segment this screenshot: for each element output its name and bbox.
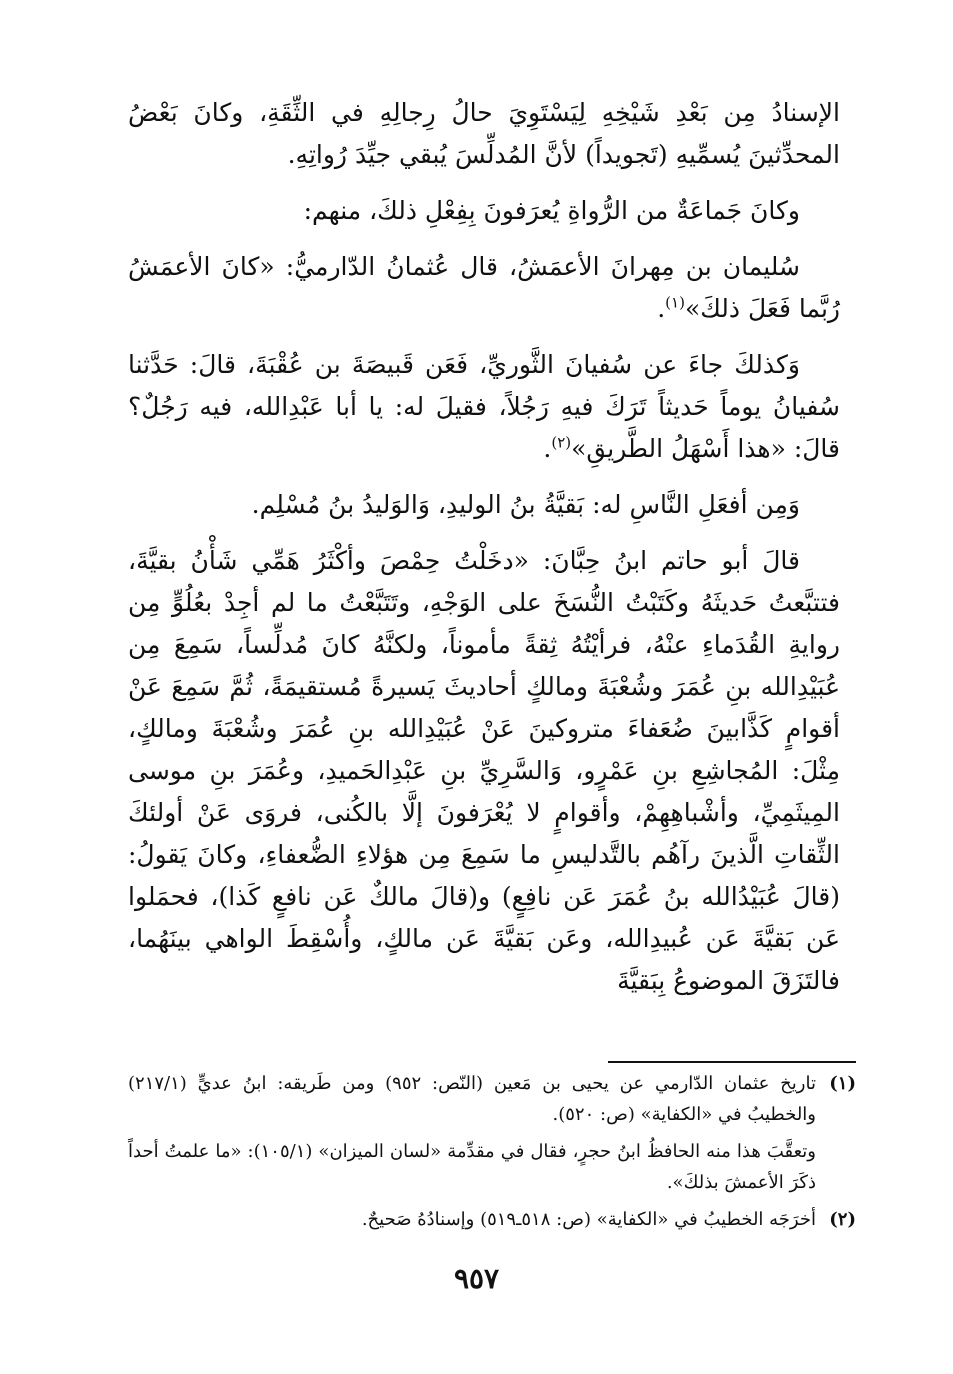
paragraph-1-text: الإسنادُ مِن بَعْدِ شَيْخِهِ لِيَسْتَوِيَ حالُ رِجالِهِ في الثِّقَةِ، وكانَ بَعْضُ المحدِّثينَ يُسمِّيهِ (تَجويداً) لأنَّ المُدلِّسَ يُبقي جيِّدَ رُواتِهِ.: [128, 98, 840, 169]
footnote-ref-2: (٢): [551, 433, 572, 452]
footnote-1-text: تاريخ عثمان الدّارمي عن يحيى بن مَعين (النّص: ٩٥٢) ومن طَريقه: ابنُ عديٍّ (٢١٧/١) والخطيبُ في «الكفاية» (ص: ٥٢٠).: [128, 1073, 816, 1125]
footnote-ref-1: (١): [665, 293, 685, 312]
footnote-separator: [608, 1061, 856, 1063]
footnote-2: [128, 1204, 856, 1235]
paragraph-3-tail: .: [657, 294, 666, 323]
paragraph-2-text: وكانَ جَماعَةٌ من الرُّواةِ يُعرَفونَ بِفِعْلِ ذلكَ، منهم:: [303, 196, 800, 225]
paragraph-6-text: قالَ أبو حاتم ابنُ حِبَّانَ: «دخَلْتُ حِمْصَ وأكْثَرُ هَمِّي شَأْنُ بقيَّةَ، فتتبَّعتُ حَديثَهُ وكَتَبْتُ النُّسَخَ على الوَجْهِ، وتَتَبَّعْتُ ما لم أجِدْ بعُلُوٍّ مِن روايةِ القُدَماءِ عنْهُ، فرأيْتُهُ ثِقةً مأموناً، ولكنَّهُ كانَ مُدلِّساً، سَمِعَ مِن عُبَيْدِالله بنِ عُمَرَ وشُعْبَةَ ومالكٍ أحاديثَ يَسيرةً مُستقيمَةً، ثُمَّ سَمِعَ عَنْ أقوامٍ كَذَّابينَ ضُعَفاءَ متروكينَ عَنْ عُبَيْدِالله بنِ عُمَرَ وشُعْبَةَ ومالكٍ، مِثْلَ: المُجاشِعِ بنِ عَمْرٍو، وَالسَّرِيِّ بنِ عَبْدِالحَميدِ، وعُمَرَ بنِ موسى المِيثَمِيِّ، وأشْباهِهِمْ، وأقوامٍ لا يُعْرَفونَ إلَّا بالكُنى، فروَى عَنْ أولئكَ الثِّقاتِ الَّذينَ رآهُم بالتَّدليسِ ما سَمِعَ مِن هؤلاءِ الضُّعفاءِ، وكانَ يَقولُ: (قالَ عُبَيْدُالله بنُ عُمَرَ عَن نافِعٍ) و(قالَ مالكٌ عَن نافعٍ كَذا)، فحمَلوا عَن بَقيَّةَ عَن عُبيدِالله، وعَن بَقيَّةَ عَن مالكٍ، وأُسْقِطَ الواهي بينَهُما، فالتَزَقَ الموضوعُ بِبَقيَّةَ: [128, 546, 840, 995]
paragraph-4: [128, 344, 840, 470]
paragraph-3: [128, 246, 840, 330]
footnotes: [128, 1068, 856, 1241]
paragraph-5: [128, 484, 840, 526]
footnote-2-text: أخرَجَه الخطيبُ في «الكفاية» (ص: ٥١٨ـ٥١٩) وإسنادُهُ صَحيحٌ.: [361, 1209, 816, 1230]
footnote-2-number: (٢): [829, 1209, 856, 1230]
footnote-1-number: (١): [829, 1073, 856, 1094]
paragraph-1: [128, 92, 840, 176]
footnote-1-continuation: وتعقَّبَ هذا منه الحافظُ ابنُ حجرٍ، فقال في مقدِّمة «لسان الميزان» (١٠٥/١): «ما علمتُ أحداً ذكَرَ الأعمشَ بذلكَ».: [128, 1141, 817, 1193]
paragraph-4-tail: .: [543, 434, 552, 463]
paragraph-6: [128, 540, 840, 1002]
paragraph-5-text: وَمِن أفعَلِ النَّاسِ له: بَقيَّةُ بنُ الوليدِ، وَالوَليدُ بنُ مُسْلِم.: [251, 490, 800, 519]
page-number: ٩٥٧: [453, 1262, 500, 1295]
paragraph-4-text: وَكذلكَ جاءَ عن سُفيانَ الثَّوريِّ، فَعَن قَبيصَةَ بن عُقْبَةَ، قالَ: حَدَّثنا سُفيانُ يوماً حَديثاً تَرَكَ فيهِ رَجُلاً، فقيلَ له: يا أبا عَبْدِالله، فيه رَجُلٌ؟ قالَ: «هذا أَسْهَلُ الطَّريقِ»: [128, 350, 840, 463]
main-text: [128, 92, 840, 1016]
paragraph-2: [128, 190, 840, 232]
footnote-1: [128, 1068, 856, 1130]
paragraph-3-text: سُليمان بن مِهرانَ الأعمَشُ، قال عُثمانُ الدّارميُّ: «كانَ الأعمَشُ رُبَّما فَعَلَ ذلكَ»: [128, 252, 840, 323]
